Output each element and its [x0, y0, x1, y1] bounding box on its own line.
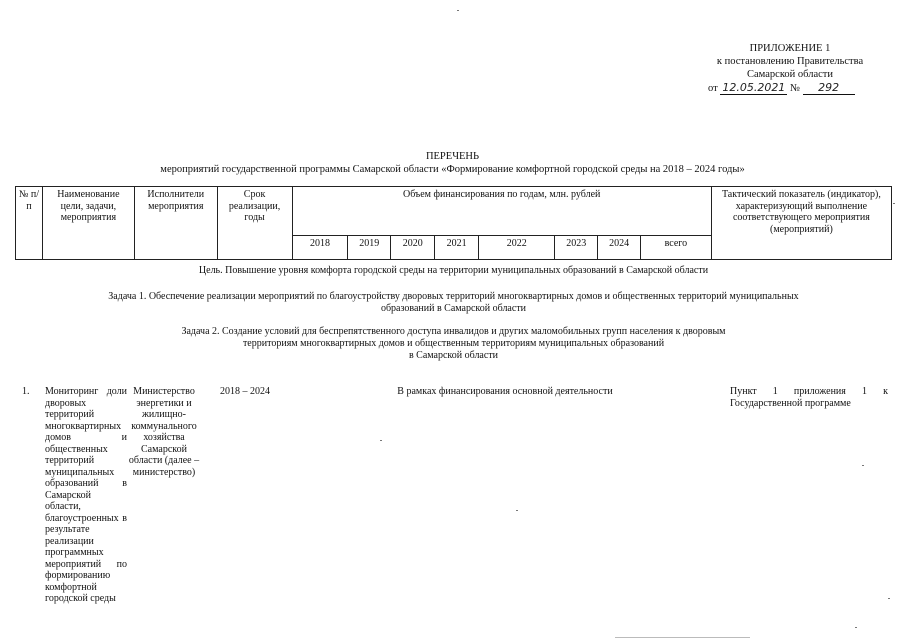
task-1 — [15, 291, 892, 315]
row-1-term: 2018 – 2024 — [220, 386, 270, 397]
task-2-line-3: в Самарской области — [408, 350, 499, 361]
header-executors: Исполнители мероприятия — [135, 187, 218, 260]
scan-speck — [888, 598, 890, 599]
task-1-line-2: образований в Самарской области — [380, 303, 527, 314]
appendix-line-2: Самарской области — [747, 69, 833, 80]
appendix-line-1: к постановлению Правительства — [716, 56, 864, 67]
year-2021: 2021 — [435, 236, 479, 260]
task-1-line-1: Задача 1. Обеспечение реализации мероприятий по благоустройству дворовых территорий многоквартирных домов и общественных территорий муниципальных — [108, 291, 799, 302]
scan-speck — [862, 465, 864, 466]
decree-number: 292 — [803, 81, 855, 95]
row-1-funding: В рамках финансирования основной деятельности — [397, 386, 613, 397]
header-funding: Объем финансирования по годам, млн. рублей — [292, 187, 711, 236]
scan-speck — [516, 510, 518, 511]
appendix-block — [690, 42, 890, 95]
year-2024: 2024 — [598, 236, 641, 260]
year-total: всего — [641, 236, 712, 260]
decree-date: 12.05.2021 — [722, 81, 786, 94]
row-1-num: 1. — [22, 386, 30, 397]
year-2020: 2020 — [391, 236, 435, 260]
scan-speck — [893, 203, 895, 204]
from-label: от — [708, 83, 718, 94]
header-num: № п/п — [16, 187, 43, 260]
scan-speck — [380, 440, 382, 441]
task-2 — [15, 326, 892, 362]
year-2018: 2018 — [292, 236, 348, 260]
appendix-title: ПРИЛОЖЕНИЕ 1 — [749, 43, 831, 54]
year-2019: 2019 — [348, 236, 391, 260]
document-title — [0, 150, 905, 176]
header-indicator: Тактический показатель (индикатор), характеризующий выполнение соответствующего мероприятия (мероприятий) — [711, 187, 891, 260]
task-2-line-1: Задача 2. Создание условий для беспрепятственного доступа инвалидов и других маломобильных групп населения к дворовым — [181, 326, 726, 337]
bottom-rule — [615, 637, 750, 638]
year-2023: 2023 — [555, 236, 598, 260]
header-term: Срок реализации, годы — [217, 187, 292, 260]
document-subheading: мероприятий государственной программы Самарской области «Формирование комфортной городской среды на 2018 – 2024 годы» — [160, 164, 745, 175]
row-1-indicator: Пункт 1 приложения 1 к Государственной программе — [730, 386, 888, 409]
number-label: № — [789, 83, 800, 94]
header-name: Наименование цели, задачи, мероприятия — [42, 187, 134, 260]
row-1-executor: Министерство энергетики и жилищно-коммунального хозяйства Самарской области (далее – министерство) — [128, 386, 200, 478]
scan-speck — [855, 627, 857, 628]
goal-text: Цель. Повышение уровня комфорта городской среды на территории муниципальных образований в Самарской области — [198, 265, 709, 276]
appendix-date-line — [690, 81, 890, 95]
row-1-name: Мониторинг доли дворовых территорий многоквартирных домов и общественных территорий муниципальных образований в Самарской области, благоустроенных в результате реализации программных мероприятий по формированию комфортной городской среды — [45, 386, 127, 604]
scan-speck — [457, 10, 459, 11]
task-2-line-2: территориям многоквартирных домов и общественным территориям муниципальных образований — [242, 338, 665, 349]
header-table — [15, 186, 892, 260]
document-heading: ПЕРЕЧЕНЬ — [425, 151, 480, 162]
year-2022: 2022 — [479, 236, 555, 260]
